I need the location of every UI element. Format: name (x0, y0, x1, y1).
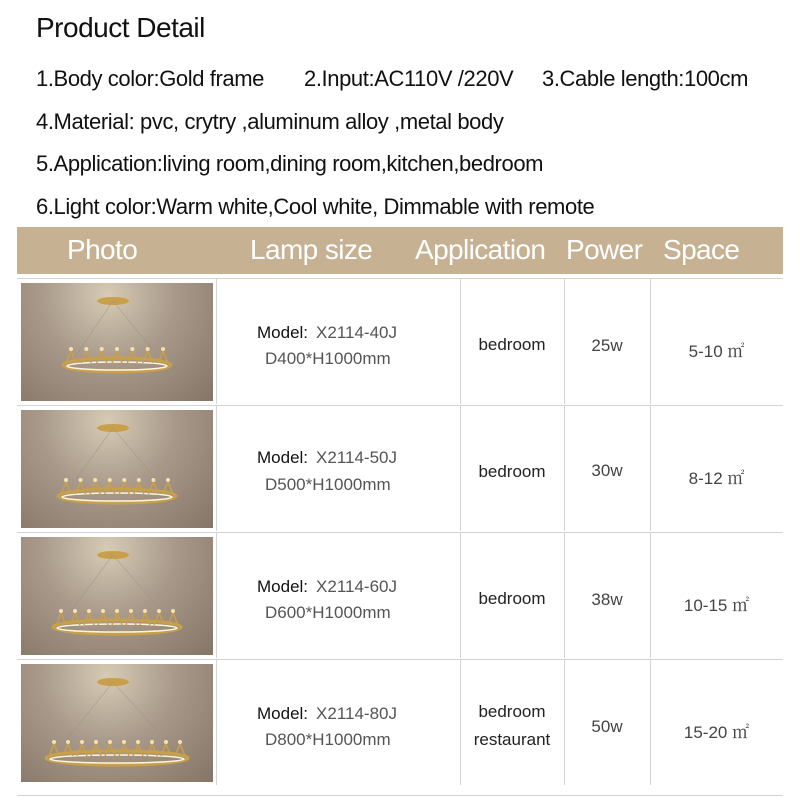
application-value: bedroom (478, 589, 546, 608)
application-cell (460, 331, 564, 359)
spec-line-1 (36, 66, 748, 92)
model-code: X2114-50J (316, 448, 397, 467)
table-row (17, 532, 783, 658)
spec-light-color: 6.Light color:Warm white,Cool white, Dimmable with remote (36, 194, 595, 219)
model-code: X2114-40J (316, 323, 397, 342)
power-value: 38w (591, 590, 623, 609)
spec-input: 2.Input:AC110V /220V (304, 66, 514, 91)
lamp-dimension: D600*H1000mm (265, 603, 391, 622)
model-code: X2114-80J (316, 704, 397, 723)
model-line (257, 577, 397, 597)
lamp-dimension: D500*H1000mm (265, 475, 391, 494)
model-label: Model: (257, 448, 309, 467)
model-line (257, 704, 397, 724)
spec-body-color: 1.Body color:Gold frame (36, 66, 265, 91)
product-table (17, 227, 783, 797)
table-row (17, 278, 783, 404)
space-value: 15-20 ㎡ (683, 723, 750, 742)
lamp-photo (21, 664, 213, 782)
model-code: X2114-60J (316, 577, 397, 596)
space-value: 8-12 ㎡ (688, 469, 745, 488)
spec-material: 4.Material: pvc, crytry ,aluminum alloy ,metal body (36, 109, 504, 134)
model-label: Model: (257, 704, 309, 723)
page-title: Product Detail (36, 12, 205, 43)
spec-application: 5.Application:living room,dining room,kitchen,bedroom (36, 151, 544, 176)
header-photo: Photo (67, 234, 138, 265)
lamp-photo (21, 410, 213, 528)
space-value: 10-15 ㎡ (683, 596, 750, 615)
model-line (257, 448, 397, 468)
table-header (17, 227, 783, 274)
lamp-photo (21, 537, 213, 655)
power-value: 30w (591, 461, 623, 480)
table-bottom-border (17, 795, 783, 796)
power-value: 25w (591, 336, 623, 355)
header-lamp-size: Lamp size (250, 234, 373, 265)
application-value: bedroom (478, 462, 546, 481)
header-power: Power (566, 234, 643, 265)
header-space: Space (663, 234, 740, 265)
lamp-photo (21, 283, 213, 401)
lamp-dimension: D400*H1000mm (265, 349, 391, 368)
table-row (17, 659, 783, 785)
lamp-dimension: D800*H1000mm (265, 730, 391, 749)
model-label: Model: (257, 577, 309, 596)
model-label: Model: (257, 323, 309, 342)
application-value: restaurant (473, 730, 551, 749)
application-value: bedroom (478, 335, 546, 354)
header-application: Application (415, 234, 546, 265)
table-row (17, 405, 783, 531)
space-value: 5-10 ㎡ (688, 342, 745, 361)
power-value: 50w (591, 717, 623, 736)
model-line (257, 323, 397, 343)
application-cell (460, 585, 564, 613)
application-cell (460, 458, 564, 486)
spec-cable-length: 3.Cable length:100cm (542, 66, 749, 91)
application-cell (460, 698, 564, 754)
application-value: bedroom (478, 702, 546, 721)
